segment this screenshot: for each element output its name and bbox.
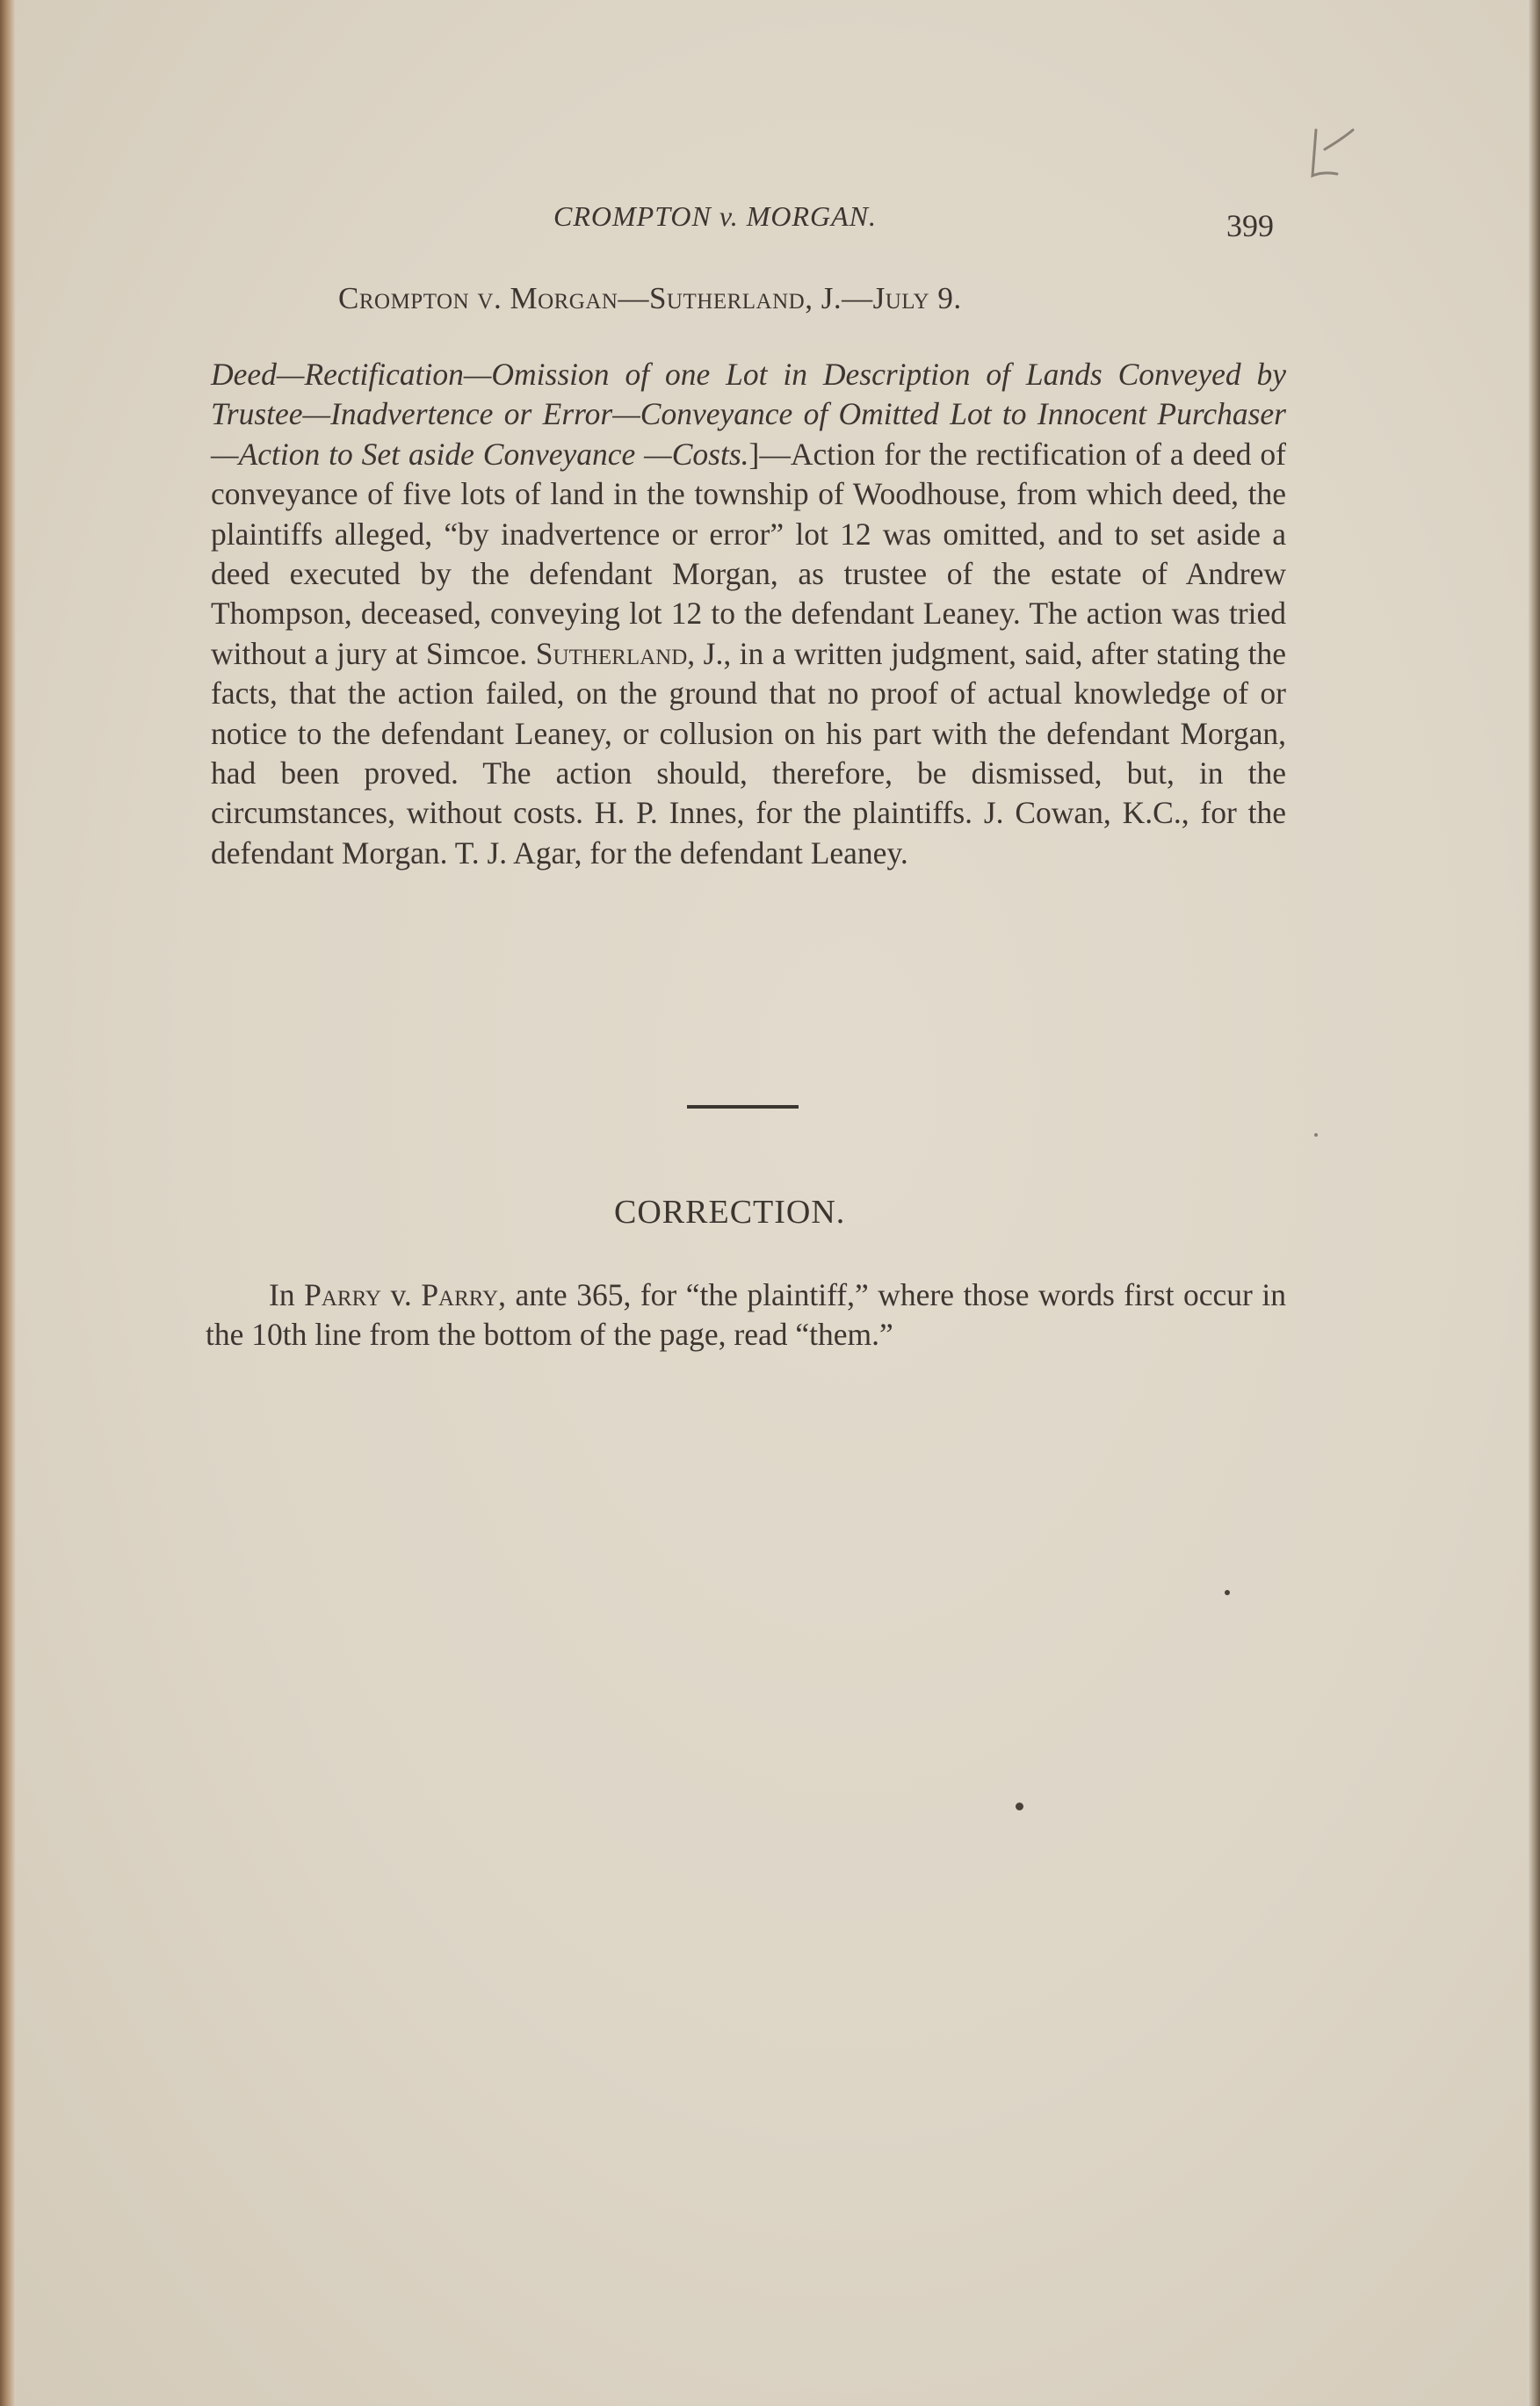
page-edge (1528, 0, 1540, 2406)
paper-speck (1016, 1803, 1023, 1810)
binding-edge (0, 0, 16, 2406)
case-report (211, 355, 1286, 873)
headnote: Deed—Rectification—Omission of one Lot in Description of Lands Conveyed by Trustee—Inadvertence or Error—Conveyance of Omitted Lot to Innocent Purchaser—Action to Set aside Conveyance —Costs. (211, 357, 1286, 472)
paper-speck (1314, 1133, 1318, 1137)
pencil-check-mark (1298, 123, 1360, 193)
correction-heading: CORRECTION. (614, 1194, 846, 1231)
judge-name: Sutherland (535, 635, 688, 671)
running-head: CROMPTON v. MORGAN. (553, 200, 878, 232)
section-divider (687, 1105, 799, 1109)
report-text: ]—Action for the rectification of a deed of conveyance of five lots of land in the township of Woodhouse, from which deed, the plaintiffs alleged, “by inadvertence or error” lot 12 was omitted, and to set aside a deed executed by the defendant Morgan, as trustee of the estate of Andrew Thompson, deceased, conveying lot 12 to the defendant Leaney. The action was tried without a jury at Simcoe. (211, 436, 1286, 671)
correction-text: In Parry v. Parry, ante 365, for “the plaintiff,” where those words first occur in the 10th line from the bottom of the page, read “them.” (206, 1277, 1286, 1352)
page-number: 399 (1226, 208, 1274, 243)
report-text-continued: , J., in a written judgment, said, after stating the facts, that the action failed, on the ground that no proof of actual knowledge of or notice to the defendant Leaney, or collusion on his part with the defendant Morgan, had been proved. The action should, therefore, be dismissed, but, in the circumstances, without costs. H. P. Innes, for the plaintiffs. J. Cowan, K.C., for the defendant Morgan. T. J. Agar, for the defendant Leaney. (211, 635, 1286, 871)
case-title: Crompton v. Morgan—Sutherland, J.—July 9. (338, 281, 962, 315)
paper-speck (1225, 1590, 1230, 1595)
